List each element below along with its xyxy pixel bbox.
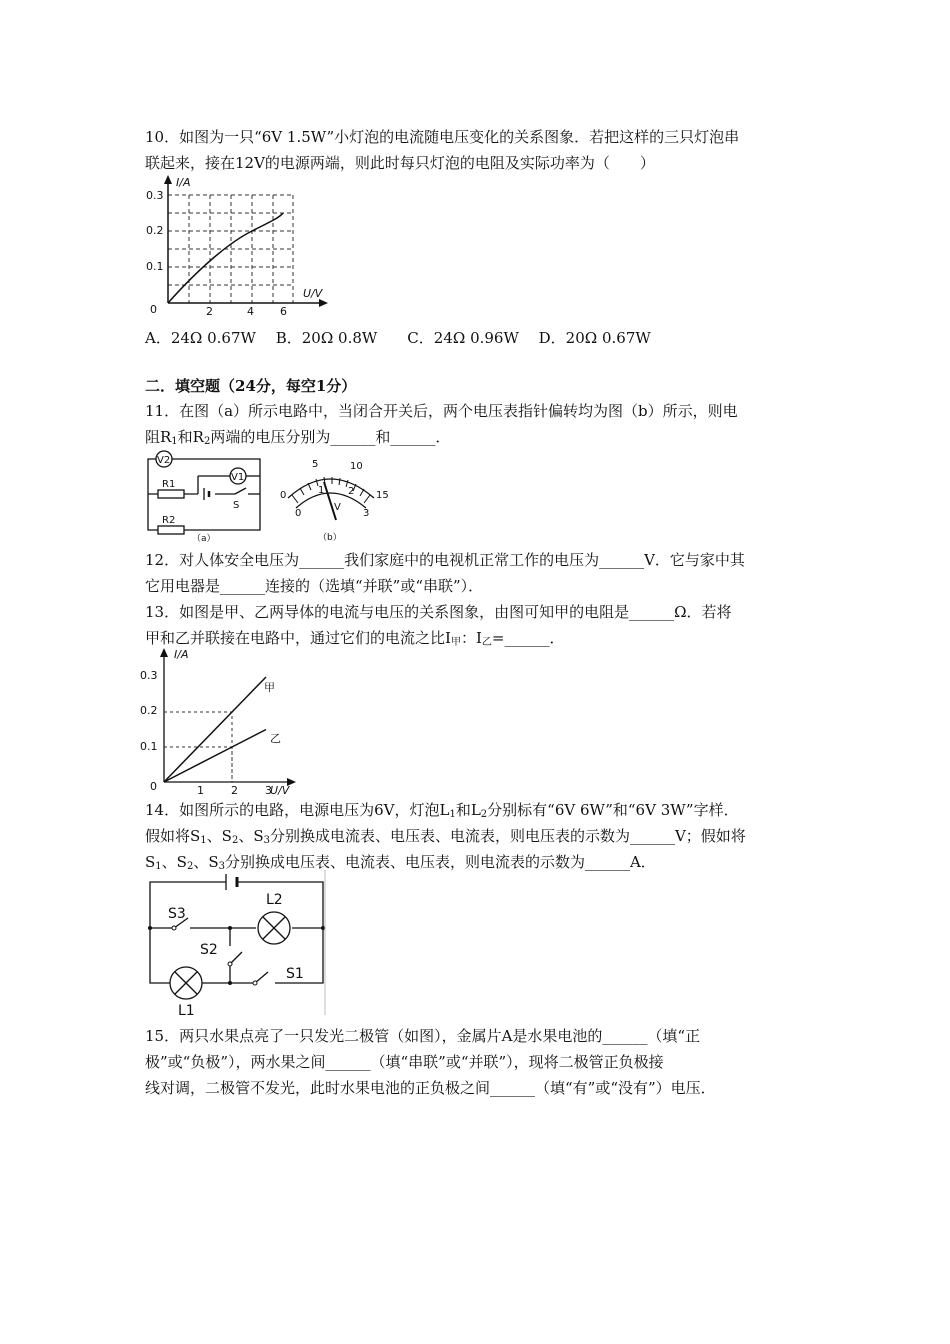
series-line-1: [164, 730, 266, 783]
meter-v-label: V: [334, 502, 341, 513]
meter-upper-0: 0: [280, 490, 287, 501]
l1-label: L1: [178, 1003, 195, 1019]
series-line-0: [164, 677, 266, 782]
q10-ytick: 0.3: [146, 189, 164, 202]
r2-label: R2: [162, 515, 176, 526]
meter-lower-3: 3: [363, 508, 370, 519]
q10-ytick: 0.1: [146, 260, 164, 273]
q13-ytick: 0.2: [140, 704, 158, 717]
q10-iv-graph: [140, 172, 330, 317]
q13-xtick: 3: [265, 784, 272, 797]
q10-xtick: 2: [206, 305, 213, 318]
caption-b: （b）: [318, 533, 342, 543]
q11-line-2: 阻$R_1$和$R_2$两端的电压分别为______和______．: [145, 428, 451, 447]
q13-ylabel: I/A: [174, 648, 189, 661]
q13-line-2: 甲和乙并联接在电路中，通过它们的电流之比$I_甲$：$I_乙=\_\_\_\_\_\_$．: [145, 629, 565, 648]
q13-line-1: 13．如图是甲、乙两导体的电流与电压的关系图象，由图可知甲的电阻是______Ω．若将: [145, 603, 732, 621]
q10-ytick: 0.2: [146, 224, 164, 237]
q12-line-2: 它用电器是______连接的（选填“并联”或“串联”）．: [145, 577, 484, 595]
q11-circuit-a: [140, 450, 270, 542]
caption-a: （a）: [192, 534, 216, 544]
meter-lower-0: 0: [295, 508, 302, 519]
meter-upper-15: 15: [376, 490, 389, 501]
q13-iv-chart: [140, 644, 300, 797]
q14-line-2: 假如将$S_1$、$S_2$、$S_3$分别换成电流表、电压表、电流表，则电压表的示数为______V；假如将: [145, 827, 746, 846]
label-jia: 甲: [264, 681, 275, 694]
q15-line-1: 15．两只水果点亮了一只发光二极管（如图），金属片A是水果电池的______（填“正: [145, 1027, 701, 1045]
q12-line-1: 12．对人体安全电压为______我们家庭中的电视机正常工作的电压为______V．它与家中其: [145, 551, 745, 569]
l2-label: L2: [266, 892, 283, 908]
meter-top-10: 10: [350, 461, 363, 472]
q13-origin: 0: [150, 780, 157, 793]
meter-top-5: 5: [312, 459, 319, 470]
s2-label: S2: [200, 942, 218, 958]
q13-ytick: 0.3: [140, 669, 158, 682]
q11-voltmeter-b: [278, 458, 388, 542]
v2-label: V2: [157, 455, 171, 466]
meter-lower-2: 2: [348, 486, 355, 497]
s-label: S: [233, 500, 240, 511]
q14-circuit: [140, 870, 330, 1019]
r1-label: R1: [162, 479, 176, 490]
section-2-title: 二．填空题（24分，每空1分）: [145, 377, 357, 395]
q13-xlabel: U/V: [270, 784, 290, 797]
q10-xtick: 6: [280, 305, 287, 318]
v1-label: V1: [231, 472, 245, 483]
q11-line-1: 11．在图（a）所示电路中，当闭合开关后，两个电压表指针偏转均为图（b）所示，则电: [145, 402, 738, 420]
q15-line-2: 极”或“负极”），两水果之间______（填“串联”或“并联”），现将二极管正负极接: [145, 1053, 664, 1071]
q13-xtick: 2: [231, 784, 238, 797]
q14-line-3: $S_1$、$S_2$、$S_3$分别换成电压表、电流表、电压表，则电流表的示数为______A．: [145, 853, 656, 872]
q10-line-1: 10．如图为一只“6V 1.5W”小灯泡的电流随电压变化的关系图象．若把这样的三只灯泡串: [145, 128, 740, 146]
q13-xtick: 1: [197, 784, 204, 797]
s3-label: S3: [168, 906, 186, 922]
q10-xlabel: U/V: [303, 287, 323, 300]
q10-options: A．24Ω 0.67W B．20Ω 0.8W C．24Ω 0.96W D．20Ω 0.67W: [145, 329, 651, 347]
s1-label: S1: [286, 966, 304, 982]
q10-xtick: 4: [247, 305, 254, 318]
q10-ylabel: I/A: [176, 176, 191, 189]
q10-origin: 0: [150, 303, 157, 316]
q10-line-2: 联起来，接在12V的电源两端，则此时每只灯泡的电阻及实际功率为（ ）: [145, 154, 655, 172]
q15-line-3: 线对调，二极管不发光，此时水果电池的正负极之间______（填“有”或“没有”）电压．: [145, 1079, 716, 1097]
q13-ytick: 0.1: [140, 740, 158, 753]
q14-line-1: 14．如图所示的电路，电源电压为6V，灯泡$L_1$和$L_2$分别标有“6V 6W”和“6V 3W”字样．: [145, 801, 739, 820]
meter-lower-1: 1: [318, 485, 325, 496]
label-yi: 乙: [270, 732, 281, 745]
